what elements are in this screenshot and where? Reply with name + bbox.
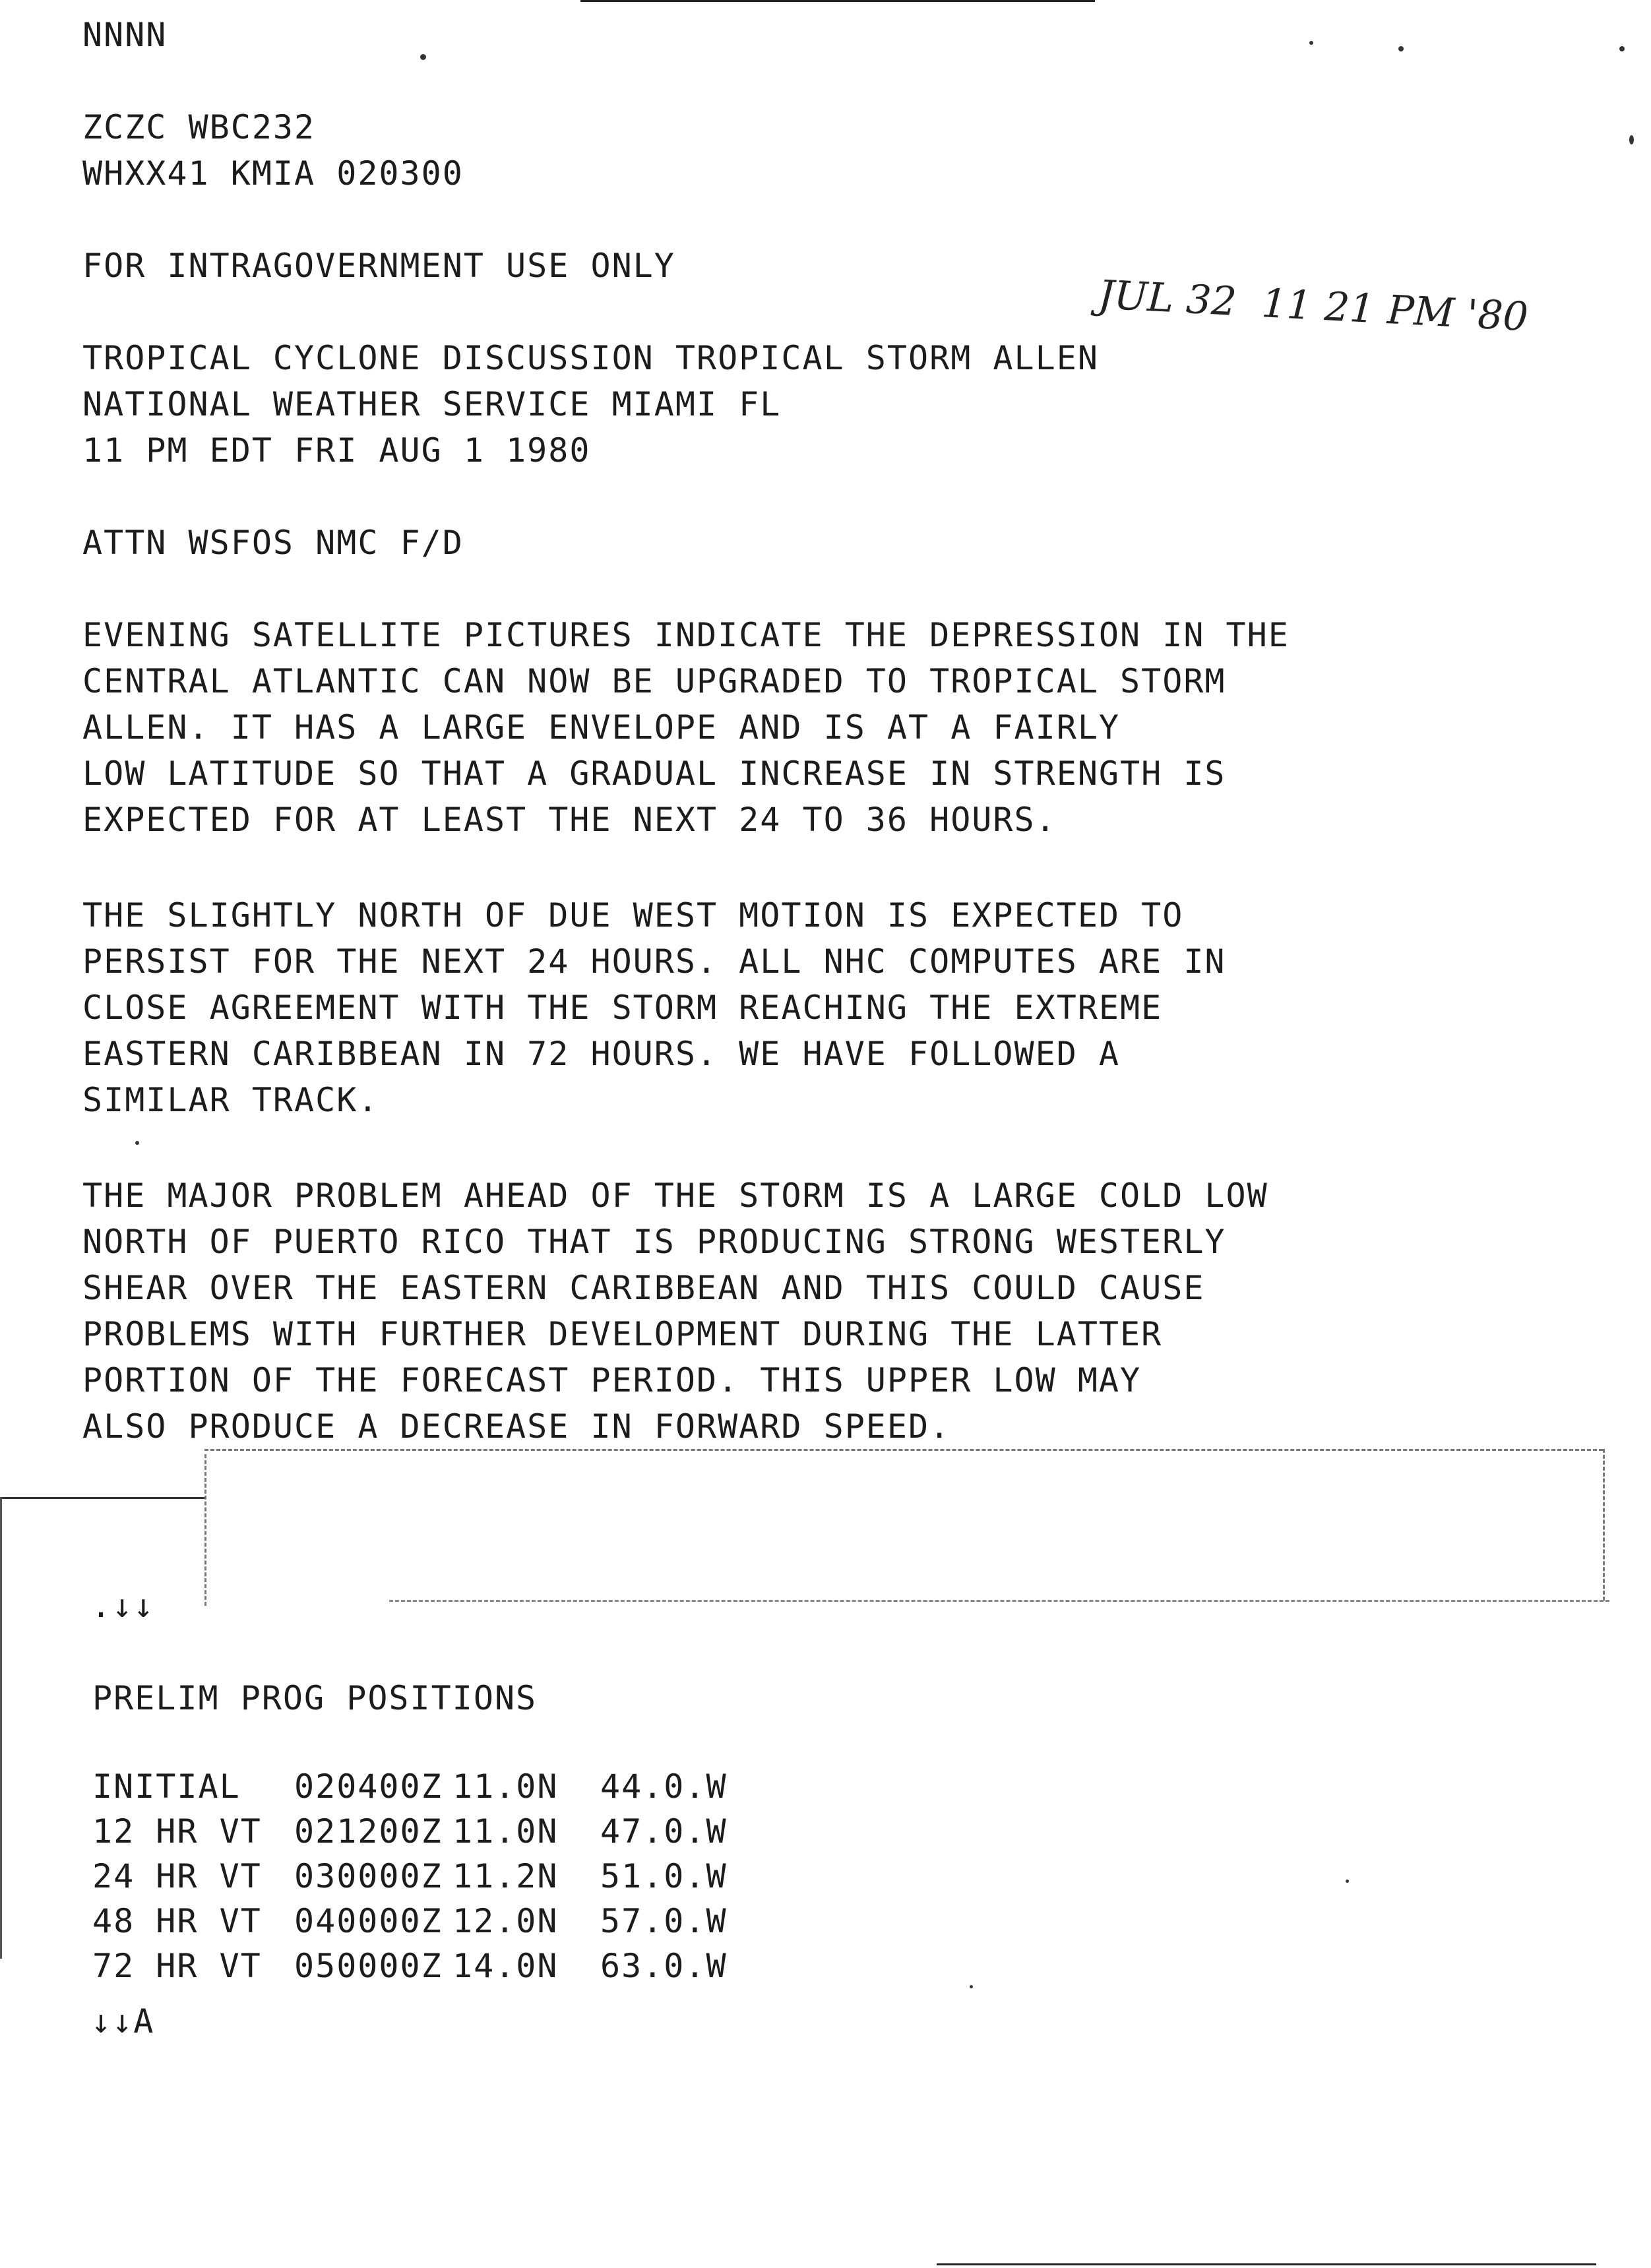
prog-longitude: 47.0.W	[600, 1812, 728, 1851]
paragraph-line: EXPECTED FOR AT LEAST THE NEXT 24 TO 36 HOURS.	[82, 801, 1057, 839]
paragraph-line: PERSIST FOR THE NEXT 24 HOURS. ALL NHC COMPUTES ARE IN	[82, 942, 1226, 981]
scan-speck	[1346, 1880, 1349, 1883]
separator-end-of-message: ↓↓A	[91, 2002, 155, 2040]
prog-latitude: 14.0N	[452, 1947, 559, 1985]
prog-longitude: 63.0.W	[600, 1947, 728, 1985]
prog-longitude: 57.0.W	[600, 1902, 728, 1940]
prog-latitude: 11.2N	[452, 1857, 559, 1895]
left-margin-fold	[0, 1497, 204, 1499]
scan-speck	[1619, 46, 1625, 51]
prog-time: 021200Z	[294, 1812, 443, 1851]
title-line-1: TROPICAL CYCLONE DISCUSSION TROPICAL STORM ALLEN	[82, 339, 1099, 377]
scan-speck	[1398, 46, 1404, 51]
separator-end-of-text: .↓↓	[91, 1587, 155, 1625]
routing-line-2: WHXX41 KMIA 020300	[82, 154, 464, 193]
scan-speck	[1629, 135, 1634, 144]
prog-heading: PRELIM PROG POSITIONS	[92, 1679, 538, 1717]
prog-time: 030000Z	[294, 1857, 443, 1895]
prog-time: 040000Z	[294, 1902, 443, 1940]
prog-label: 72 HR VT	[92, 1947, 262, 1985]
routing-line-1: ZCZC WBC232	[82, 108, 316, 146]
prog-latitude: 12.0N	[452, 1902, 559, 1940]
bottom-edge-line	[937, 2263, 1596, 2265]
scan-speck	[1309, 41, 1313, 45]
top-edge-line	[580, 0, 1095, 2]
paragraph-line: THE SLIGHTLY NORTH OF DUE WEST MOTION IS EXPECTED TO	[82, 896, 1184, 935]
prog-label: 12 HR VT	[92, 1812, 262, 1851]
paragraph-line: PROBLEMS WITH FURTHER DEVELOPMENT DURING THE LATTER	[82, 1315, 1163, 1353]
scan-speck	[970, 1985, 973, 1988]
paragraph-line: LOW LATITUDE SO THAT A GRADUAL INCREASE IN STRENGTH IS	[82, 754, 1226, 793]
prog-latitude: 11.0N	[452, 1767, 559, 1806]
left-margin-edge	[0, 1497, 2, 1959]
dashed-box-left	[204, 1454, 206, 1606]
prog-label: 48 HR VT	[92, 1902, 262, 1940]
dashed-box-right	[1603, 1449, 1605, 1601]
prog-label: INITIAL	[92, 1767, 241, 1806]
paragraph-line: SIMILAR TRACK.	[82, 1081, 379, 1119]
scan-speck	[420, 54, 426, 60]
prog-time: 020400Z	[294, 1767, 443, 1806]
title-line-3: 11 PM EDT FRI AUG 1 1980	[82, 431, 591, 470]
paragraph-line: ALLEN. IT HAS A LARGE ENVELOPE AND IS AT A FAIRLY	[82, 708, 1121, 747]
paragraph-line: PORTION OF THE FORECAST PERIOD. THIS UPPER LOW MAY	[82, 1361, 1142, 1399]
dashed-box-bottom	[389, 1600, 1609, 1602]
title-line-2: NATIONAL WEATHER SERVICE MIAMI FL	[82, 385, 782, 423]
paragraph-line: ALSO PRODUCE A DECREASE IN FORWARD SPEED.	[82, 1407, 951, 1446]
prog-longitude: 44.0.W	[600, 1767, 728, 1806]
paragraph-line: SHEAR OVER THE EASTERN CARIBBEAN AND THIS COULD CAUSE	[82, 1269, 1205, 1307]
prog-latitude: 11.0N	[452, 1812, 559, 1851]
paragraph-line: CENTRAL ATLANTIC CAN NOW BE UPGRADED TO TROPICAL STORM	[82, 662, 1226, 700]
prog-longitude: 51.0.W	[600, 1857, 728, 1895]
paragraph-line: THE MAJOR PROBLEM AHEAD OF THE STORM IS A LARGE COLD LOW	[82, 1177, 1268, 1215]
received-stamp: JUL 32 11 21 PM '80	[1097, 272, 1530, 341]
attention-line: ATTN WSFOS NMC F/D	[82, 524, 464, 562]
restriction-line: FOR INTRAGOVERNMENT USE ONLY	[82, 247, 675, 285]
paragraph-line: CLOSE AGREEMENT WITH THE STORM REACHING THE EXTREME	[82, 989, 1163, 1027]
paragraph-line: NORTH OF PUERTO RICO THAT IS PRODUCING STRONG WESTERLY	[82, 1223, 1226, 1261]
nnnn-line: NNNN	[82, 16, 168, 54]
paragraph-line: EASTERN CARIBBEAN IN 72 HOURS. WE HAVE FOLLOWED A	[82, 1035, 1121, 1073]
dashed-box-top	[204, 1449, 1603, 1451]
scan-speck	[135, 1141, 139, 1145]
prog-time: 050000Z	[294, 1947, 443, 1985]
paragraph-line: EVENING SATELLITE PICTURES INDICATE THE DEPRESSION IN THE	[82, 616, 1290, 654]
prog-label: 24 HR VT	[92, 1857, 262, 1895]
